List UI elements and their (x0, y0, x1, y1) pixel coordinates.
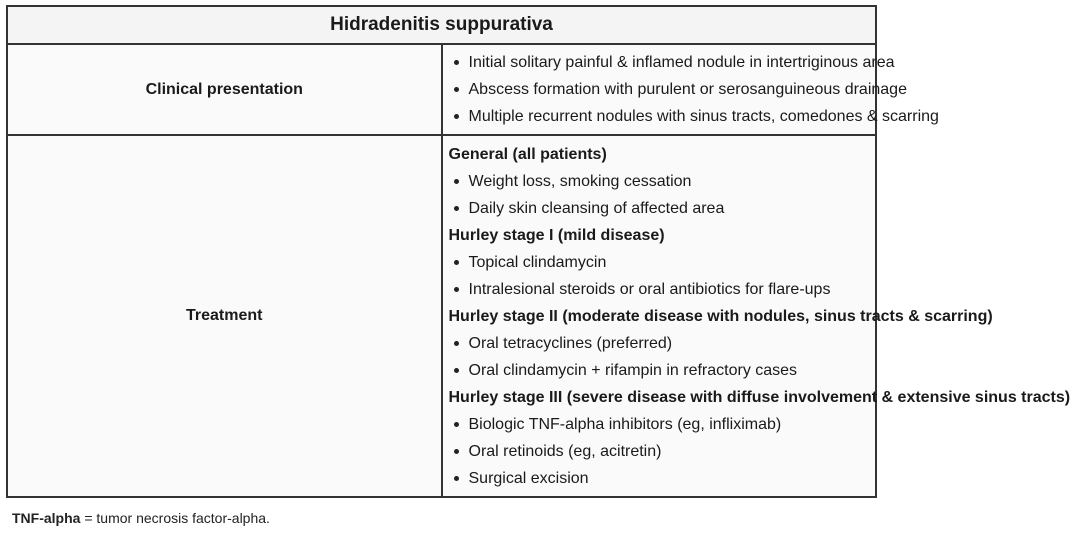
general-list (449, 168, 876, 222)
list-item: Surgical excision (449, 465, 876, 492)
list-item: Daily skin cleansing of affected area (449, 195, 876, 222)
treatment-label: Treatment (7, 135, 442, 497)
hurley-stage-1-list (449, 249, 876, 303)
hurley-stage-3-list (449, 411, 876, 492)
list-item: Biologic TNF-alpha inhibitors (eg, infliximab) (449, 411, 876, 438)
hurley-stage-2-list (449, 330, 876, 384)
section-heading-hurley-stage-1: Hurley stage I (mild disease) (448, 226, 665, 244)
list-item: Intralesional steroids or oral antibiotics for flare-ups (449, 276, 876, 303)
list-item: Multiple recurrent nodules with sinus tracts, comedones & scarring (449, 103, 876, 130)
section-heading-general: General (all patients) (448, 145, 607, 163)
list-item: Oral clindamycin + rifampin in refractory cases (449, 357, 876, 384)
footnote-term: TNF-alpha (12, 510, 81, 526)
list-item: Topical clindamycin (449, 249, 876, 276)
title-row (7, 6, 876, 44)
footnote-definition: = tumor necrosis factor-alpha. (80, 510, 270, 526)
table-title: Hidradenitis suppurativa (7, 6, 876, 44)
list-item: Initial solitary painful & inflamed nodule in intertriginous area (449, 49, 876, 76)
section-heading-hurley-stage-2: Hurley stage II (moderate disease with nodules, sinus tracts & scarring) (448, 307, 993, 325)
clinical-presentation-content (442, 44, 939, 135)
footnote (12, 510, 270, 526)
clinical-presentation-list (449, 49, 939, 130)
list-item: Oral tetracyclines (preferred) (449, 330, 876, 357)
list-item: Weight loss, smoking cessation (449, 168, 876, 195)
treatment-row (7, 135, 876, 497)
section-heading-hurley-stage-3: Hurley stage III (severe disease with diffuse involvement & extensive sinus tracts) (448, 388, 1070, 406)
clinical-presentation-label: Clinical presentation (7, 44, 442, 135)
clinical-presentation-row (7, 44, 876, 135)
list-item: Abscess formation with purulent or serosanguineous drainage (449, 76, 876, 103)
list-item: Oral retinoids (eg, acitretin) (449, 438, 876, 465)
treatment-content (442, 135, 1070, 497)
hidradenitis-table (6, 5, 1070, 498)
